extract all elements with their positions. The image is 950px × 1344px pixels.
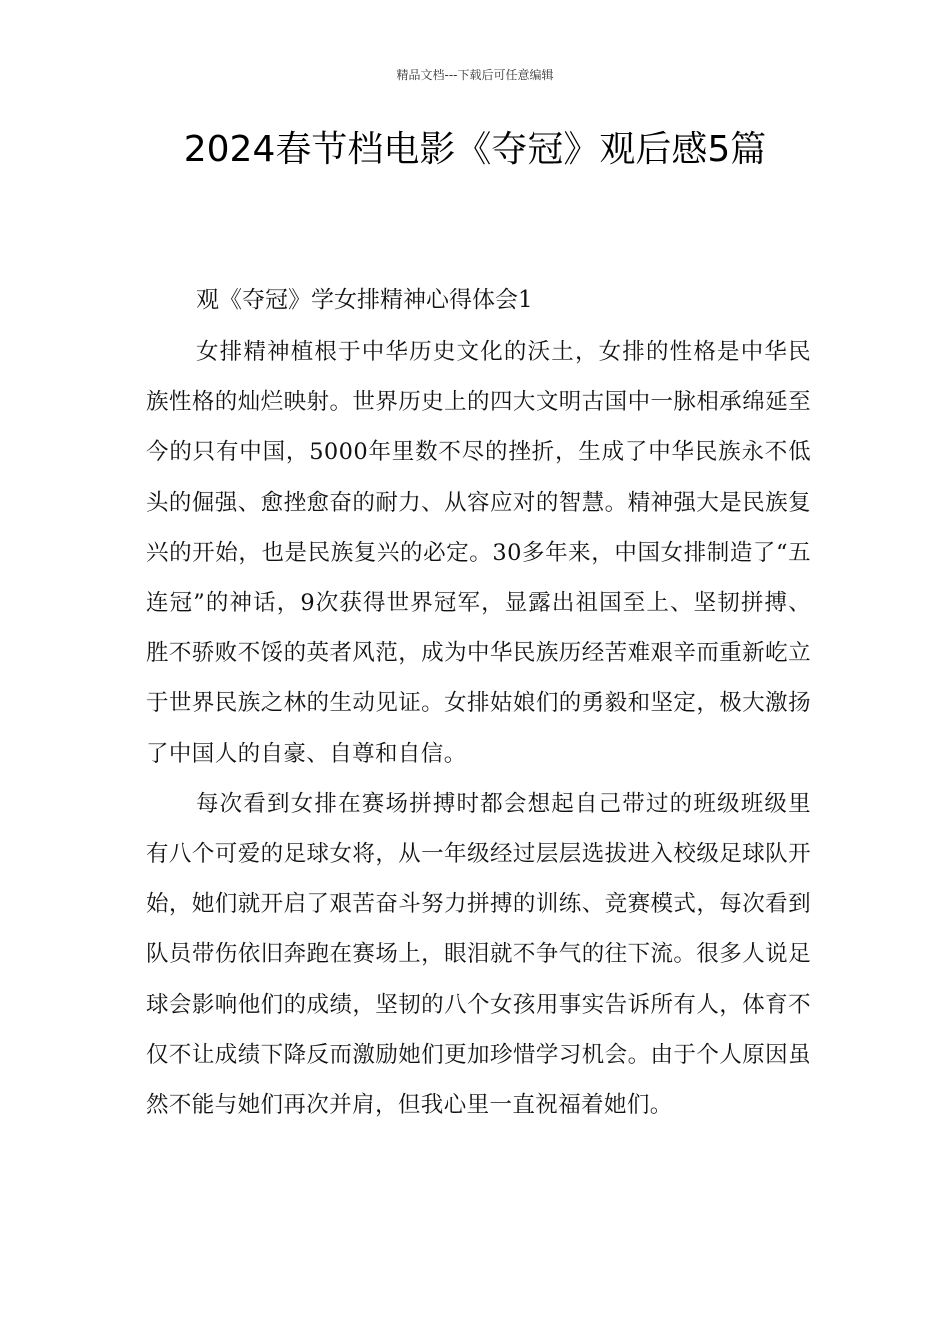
body-paragraph-2: 每次看到女排在赛场拼搏时都会想起自己带过的班级班级里有八个可爱的足球女将，从一年级经过层层选拔进入校级足球队开始，她们就开启了艰苦奋斗努力拼搏的训练、竞赛模式，每次看到队员带伤依旧奔跑在赛场上，眼泪就不争气的往下流。很多人说足球会影响他们的成绩，坚韧的八个女孩用事实告诉所有人，体育不仅不让成绩下降反而激励她们更加珍惜学习机会。由于个人原因虽然不能与她们再次并肩，但我心里一直祝福着她们。 (146, 790, 811, 1119)
page-header-note: 精品文档---下载后可任意编辑 (396, 68, 554, 82)
document-title: 2024春节档电影《夺冠》观后感5篇 (183, 129, 767, 170)
section-heading: 观《夺冠》学女排精神心得体会1 (196, 287, 533, 313)
document-body (146, 282, 811, 1130)
body-paragraph-1: 女排精神植根于中华历史文化的沃土，女排的性格是中华民族性格的灿烂映射。世界历史上的四大文明古国中一脉相承绵延至今的只有中国，5000年里数不尽的挫折，生成了中华民族永不低头的倔强、愈挫愈奋的耐力、从容应对的智慧。精神强大是民族复兴的开始，也是民族复兴的必定。30多年来，中国女排制造了“五连冠”的神话，9次获得世界冠军，显露出祖国至上、坚韧拼搏、胜不骄败不馁的英者风范，成为中华民族历经苦难艰辛而重新屹立于世界民族之林的生动见证。女排姑娘们的勇毅和坚定，极大激扬了中国人的自豪、自尊和自信。 (146, 339, 811, 767)
